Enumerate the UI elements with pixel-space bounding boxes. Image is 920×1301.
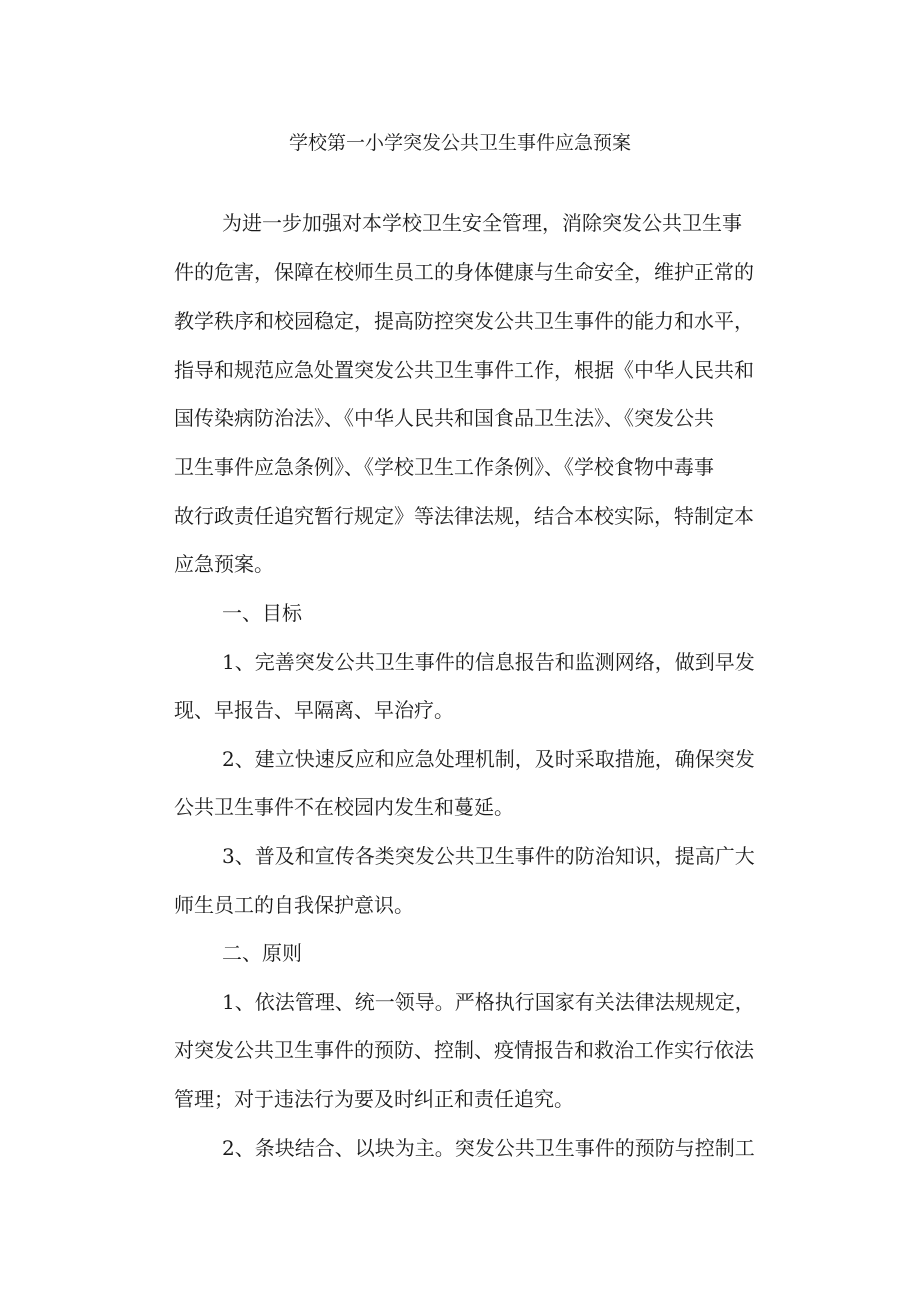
principle-1-line-2: 对突发公共卫生事件的预防、控制、疫情报告和救治工作实行依法 bbox=[174, 1038, 754, 1062]
goal-1-line-2: 现、早报告、早隔离、早治疗。 bbox=[174, 698, 454, 722]
principle-1-line-3: 管理；对于违法行为要及时纠正和责任追究。 bbox=[174, 1087, 574, 1111]
section-heading-goals: 一、目标 bbox=[222, 601, 302, 625]
section-heading-principles: 二、原则 bbox=[222, 941, 302, 965]
intro-line-1: 为进一步加强对本学校卫生安全管理，消除突发公共卫生事 bbox=[222, 211, 742, 235]
goal-3-line-2: 师生员工的自我保护意识。 bbox=[174, 893, 414, 917]
goal-3-line-1: 3、普及和宣传各类突发公共卫生事件的防治知识，提高广大 bbox=[222, 844, 755, 868]
intro-line-2: 件的危害，保障在校师生员工的身体健康与生命安全，维护正常的 bbox=[174, 260, 754, 284]
intro-line-3: 教学秩序和校园稳定，提高防控突发公共卫生事件的能力和水平， bbox=[174, 309, 754, 333]
goal-2-line-2: 公共卫生事件不在校园内发生和蔓延。 bbox=[174, 795, 514, 819]
intro-line-4: 指导和规范应急处置突发公共卫生事件工作，根据《中华人民共和 bbox=[174, 358, 754, 382]
intro-line-5: 国传染病防治法》、《中华人民共和国食品卫生法》、《突发公共 bbox=[174, 406, 714, 430]
principle-2-line-1: 2、条块结合、以块为主。突发公共卫生事件的预防与控制工 bbox=[222, 1136, 755, 1160]
intro-line-7: 故行政责任追究暂行规定》等法律法规，结合本校实际，特制定本 bbox=[174, 504, 754, 528]
goal-1-line-1: 1、完善突发公共卫生事件的信息报告和监测网络，做到早发 bbox=[222, 650, 755, 674]
goal-2-line-1: 2、建立快速反应和应急处理机制，及时采取措施，确保突发 bbox=[222, 747, 755, 771]
intro-line-8: 应急预案。 bbox=[174, 552, 274, 576]
principle-1-line-1: 1、依法管理、统一领导。严格执行国家有关法律法规规定， bbox=[222, 990, 755, 1014]
document-title: 学校第一小学突发公共卫生事件应急预案 bbox=[288, 132, 631, 154]
intro-line-6: 卫生事件应急条例》、《学校卫生工作条例》、《学校食物中毒事 bbox=[174, 455, 714, 479]
